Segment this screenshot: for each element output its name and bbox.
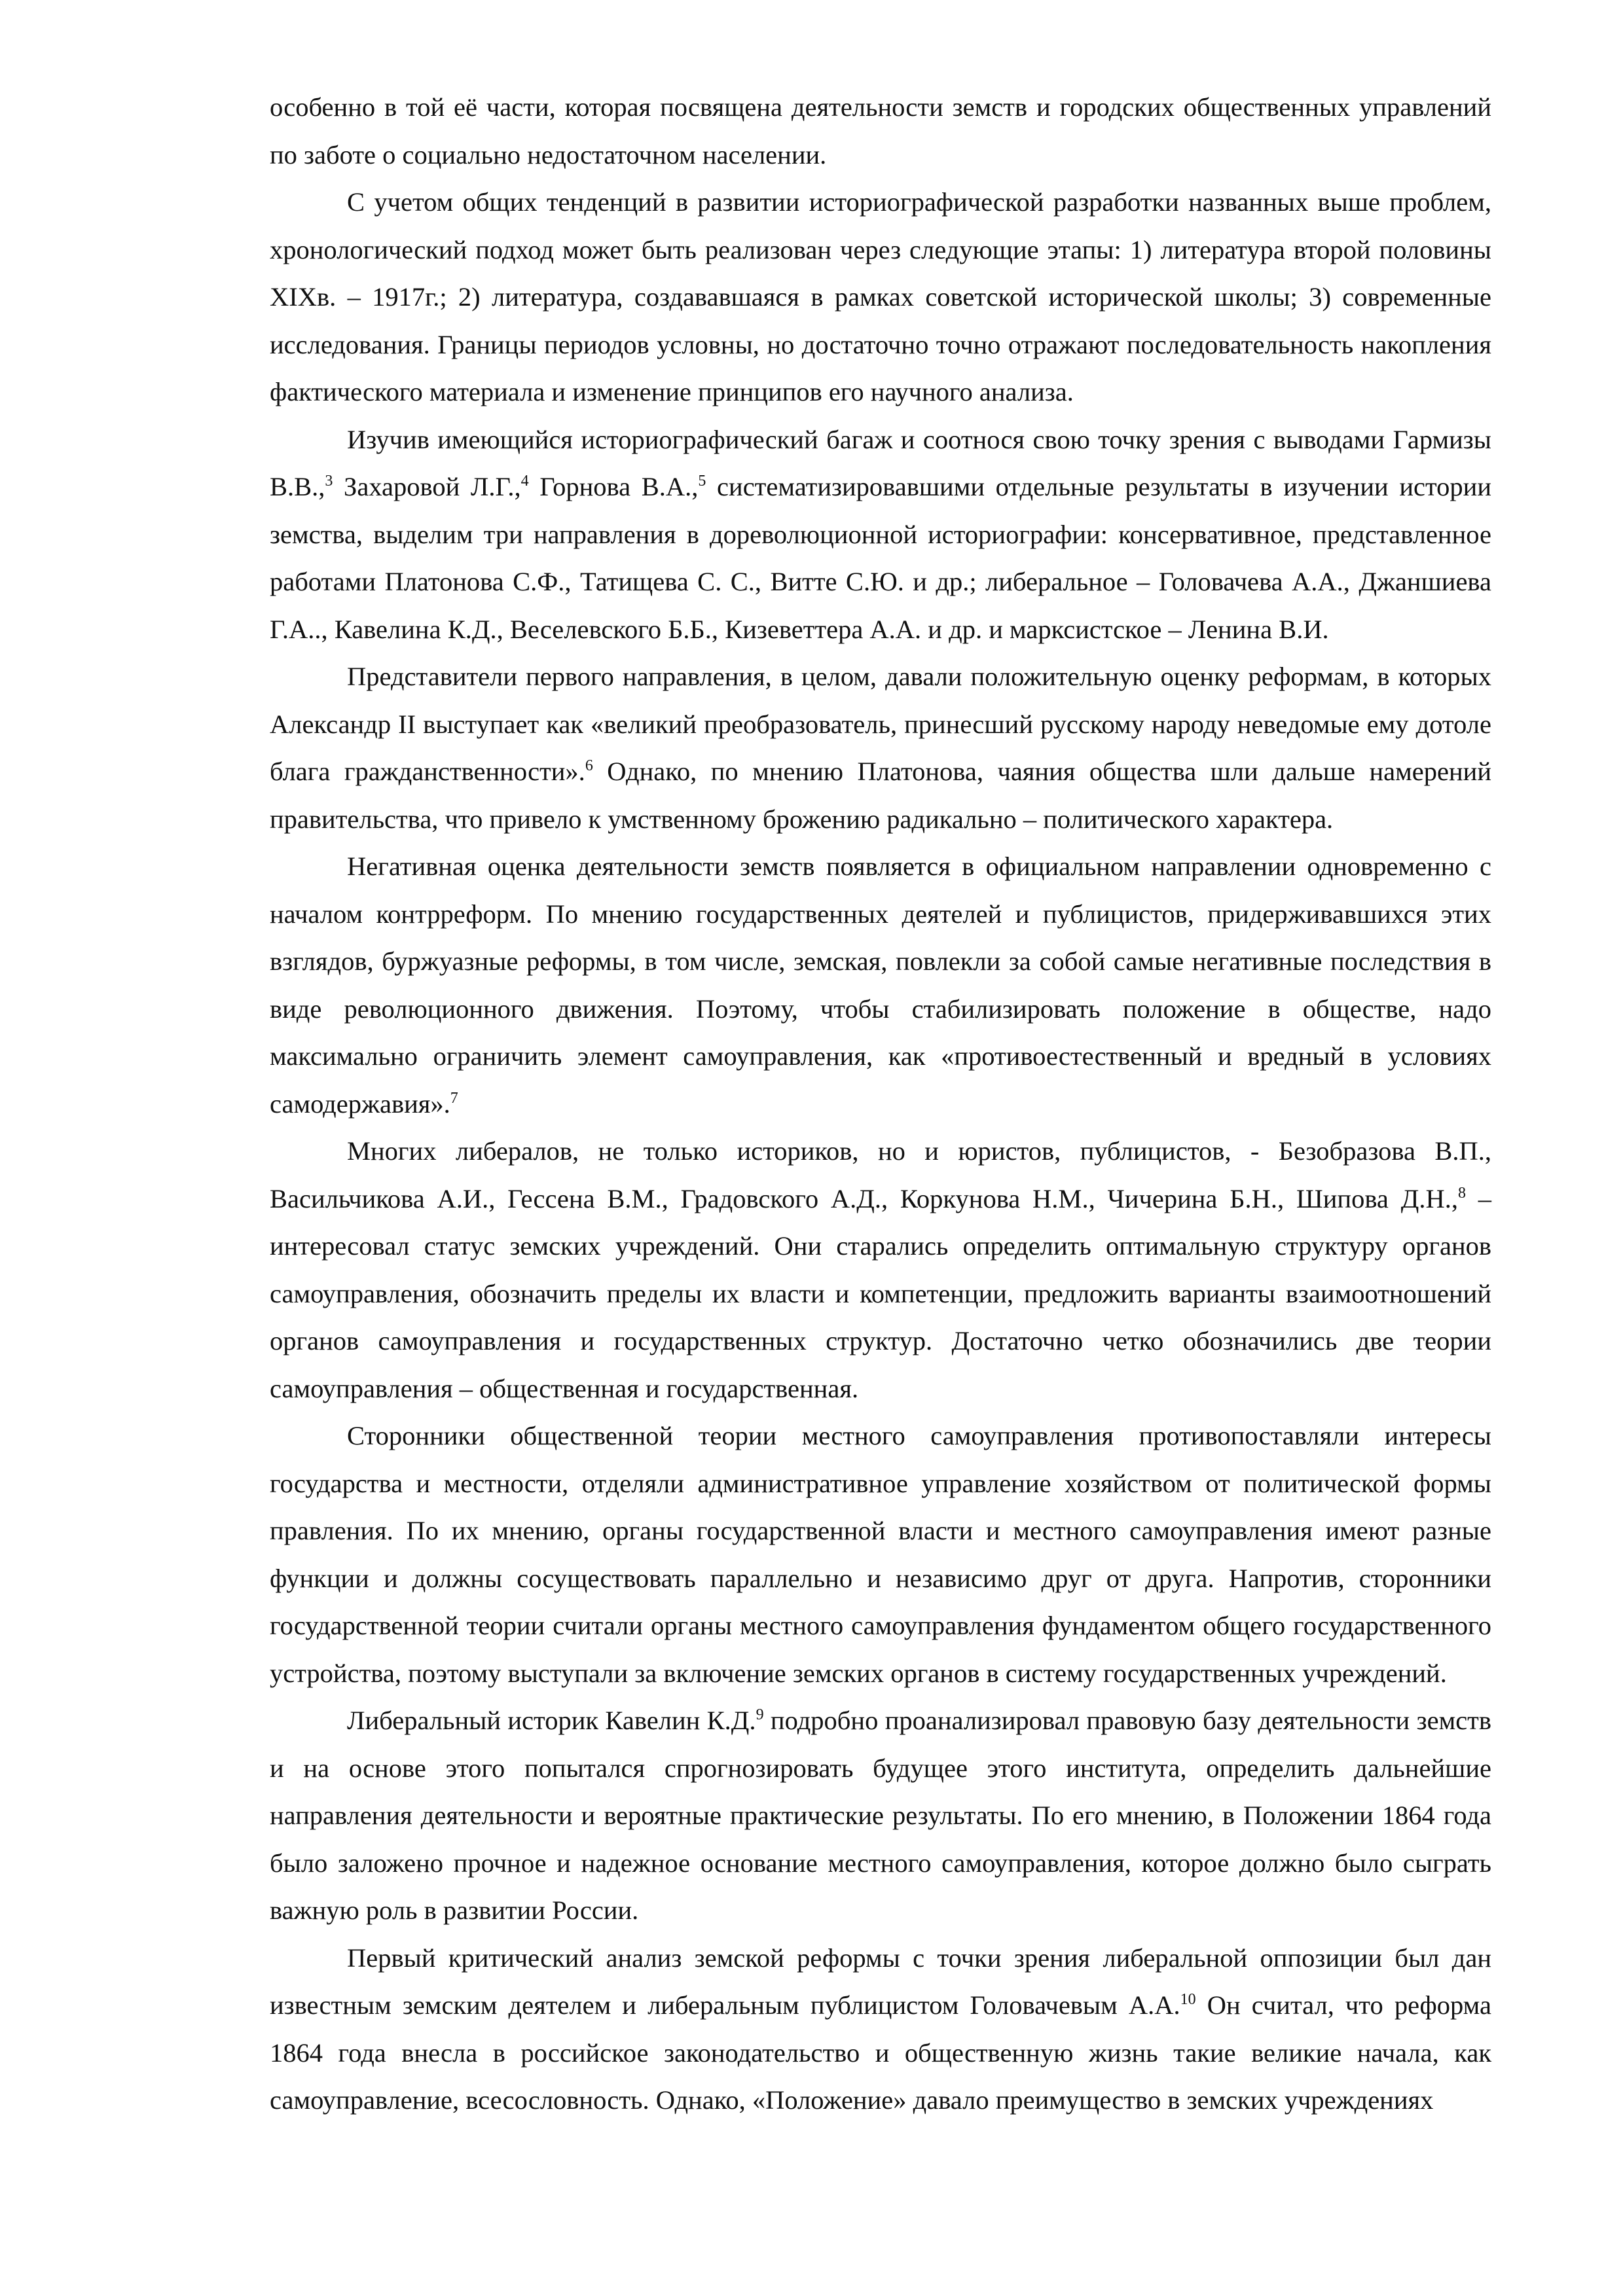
paragraph-golovachev: Первый критический анализ земской реформы с точки зрения либеральной оппозиции был дан известным земским деятелем и либеральным публицистом Головачевым А.А.$^{10}$ Он считал, что реформа 1864 года внесла в российское законодательство и общественную жизнь такие великие начала, как самоуправление, всесословность. Однако, «Положение» давало преимущество в земских учреждениях — [270, 1943, 1492, 2115]
paragraph-directions: Изучив имеющийся историографический багаж и соотнося свою точку зрения с выводами Гармизы В.В.,$^3$ Захаровой Л.Г.,$^4$ Горнова В.А.,$^5$ систематизировавшими отдельные результаты в изучении истории земства, выделим три направления в дореволюционной историографии: консервативное, представленное работами Платонова С.Ф., Татищева С. С., Витте С.Ю. и др.; либеральное – Головачева А.А., Джаншиева Г.А.., Кавелина К.Д., Веселевского Б.Б., Кизеветтера А.А. и др. и марксистское – Ленина В.И. — [270, 424, 1491, 644]
paragraph-social-theory: Сторонники общественной теории местного самоуправления противопоставляли интересы государства и местности, отделяли административное управление хозяйством от политической формы правления. По их мнению, органы государственной власти и местного самоуправления имеют разные функции и должны сосуществовать параллельно и независимо друг от друга. Напротив, сторонники государственной теории считали органы местного самоуправления фундаментом общего государственного устройства, поэтому выступали за включение земских органов в систему государственных учреждений. — [270, 1421, 1491, 1688]
paragraph-kavelin: Либеральный историк Кавелин К.Д.$^9$ подробно проанализировал правовую базу деятельности земств и на основе этого попытался спрогнозировать будущее этого института, определить дальнейшие направления деятельности и вероятные практические результаты. По его мнению, в Положении 1864 года было заложено прочное и надежное основание местного самоуправления, которое должно было сыграть важную роль в развитии России. — [270, 1706, 1491, 1925]
document-page — [270, 84, 1491, 2125]
footnote-ref-7[interactable]: 7 — [450, 1089, 458, 1107]
footnote-ref-8[interactable]: 8 — [1457, 1184, 1466, 1202]
paragraph-continuation: особенно в той её части, которая посвящена деятельности земств и городских общественных управлений по заботе о социально недостаточном населении. — [270, 92, 1491, 170]
paragraph-liberals: Многих либералов, не только историков, но и юристов, публицистов, - Безобразова В.П., Васильчикова А.И., Гессена В.М., Градовского А.Д., Коркунова Н.М., Чичерина Б.Н., Шипова Д.Н.,$^8$ – интересовал статус земских учреждений. Они старались определить оптимальную структуру органов самоуправления, обозначить пределы их власти и компетенции, предложить варианты взаимоотношений органов самоуправления и государственных структур. Достаточно четко обозначились две теории самоуправления – общественная и государственная. — [270, 1136, 1491, 1403]
footnote-ref-4[interactable]: 4 — [520, 473, 529, 490]
footnote-ref-5[interactable]: 5 — [698, 473, 706, 490]
paragraph-negative-assessment: Негативная оценка деятельности земств появляется в официальном направлении одновременно с началом контрреформ. По мнению государственных деятелей и публицистов, придерживавшихся этих взглядов, буржуазные реформы, в том числе, земская, повлекли за собой самые негативные последствия в виде революционного движения. Поэтому, чтобы стабилизировать положение в обществе, надо максимально ограничить элемент самоуправления, как «противоестественный и вредный в условиях самодержавия».$^7$ — [270, 852, 1491, 1119]
footnote-ref-10[interactable]: 10 — [1180, 1991, 1196, 2008]
paragraph-first-direction: Представители первого направления, в целом, давали положительную оценку реформам, в которых Александр II выступает как «великий преобразователь, принесший русскому народу неведомые ему дотоле блага гражданственности».$^6$ Однако, по мнению Платонова, чаяния общества шли дальше намерений правительства, что привело к умственному брожению радикально – политического характера. — [270, 662, 1491, 834]
footnote-ref-6[interactable]: 6 — [585, 757, 593, 774]
paragraph-chronology: С учетом общих тенденций в развитии историографической разработки названных выше проблем, хронологический подход может быть реализован через следующие этапы: 1) литература второй половины XIXв. – 1917г.; 2) литература, создававшаяся в рамках советской исторической школы; 3) современные исследования. Границы периодов условны, но достаточно точно отражают последовательность накопления фактического материала и изменение принципов его научного анализа. — [270, 187, 1491, 406]
footnote-ref-9[interactable]: 9 — [756, 1706, 764, 1723]
footnote-ref-3[interactable]: 3 — [325, 473, 333, 490]
